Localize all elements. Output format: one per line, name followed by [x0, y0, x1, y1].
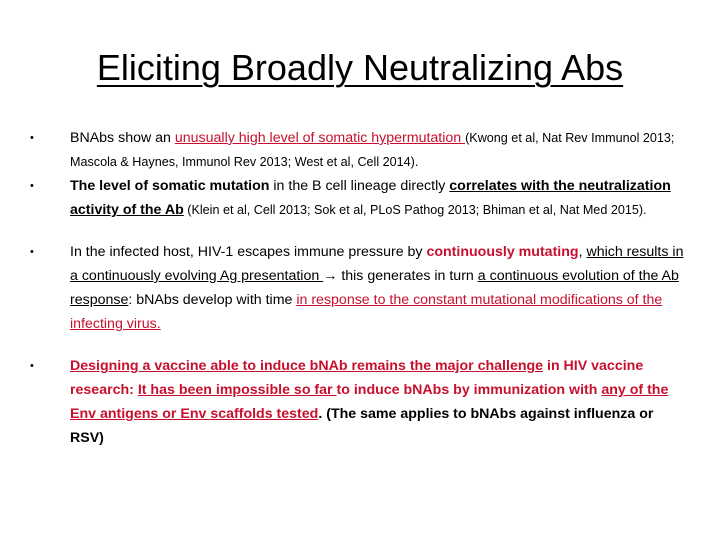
bullet-list [24, 126, 684, 450]
bullet-4-red-6: any of the Env antigens or Env scaffolds tested [70, 382, 669, 422]
bullet-2-text: in the B cell lineage directly [269, 178, 450, 194]
bullet-3-text: In the infected host, HIV-1 escapes immune pressure by [70, 244, 427, 260]
bullet-3-underlined-1: which results in a continuously evolving Ag presentation [70, 244, 684, 284]
bullet-marker: • [30, 132, 34, 144]
bullet-4-text: . (The same applies to bNAbs against influenza or RSV) [70, 406, 654, 446]
bullet-4-red-3: in HIV vaccine research: [70, 358, 644, 398]
bullet-3-underlined-2: a continuous evolution of the Ab response [70, 268, 679, 308]
bullet-marker: • [30, 180, 34, 192]
bullet-4 [24, 354, 684, 450]
bullet-1-highlight: unusually high level of somatic hypermutation [174, 130, 466, 146]
bullet-1-text: BNAbs show an [70, 130, 175, 146]
bullet-2-ref: (Klein et al, Cell 2013; Sok et al, PLoS Pathog 2013; Bhiman et al, Nat Med 2015). [183, 203, 647, 217]
bullet-1-ref: (Kwong et al, Nat Rev Immunol 2013; Mascola & Haynes, Immunol Rev 2013; West et al, Cell 2014). [70, 131, 675, 169]
bullet-1 [24, 126, 684, 174]
bullet-2 [24, 174, 684, 222]
bullet-2-underlined: correlates with the neutralization activity of the Ab [70, 178, 671, 218]
bullet-3-red: continuously mutating [426, 244, 579, 260]
bullet-4-red-2: the major challenge [409, 358, 544, 374]
bullet-marker: • [30, 246, 34, 258]
bullet-3-text-2: : bNAbs develop with time [128, 292, 297, 308]
bullet-3 [24, 240, 684, 336]
bullet-4-red-1: Designing a vaccine able to induce bNAb remains [70, 358, 410, 374]
slide-title: Eliciting Broadly Neutralizing Abs [96, 47, 624, 88]
bullet-3-comma: , [578, 244, 587, 260]
bullet-marker: • [30, 360, 34, 372]
bullet-3-arrow-text: → this generates in turn [323, 268, 478, 284]
bullet-3-red-underlined: in response to the constant mutational modifications of the infecting virus. [70, 292, 663, 332]
bullet-2-text-bold: The level of somatic mutation [70, 178, 270, 194]
bullet-4-red-5: to induce bNAbs by immunization with [336, 382, 602, 398]
bullet-4-red-4: It has been impossible so far [137, 382, 337, 398]
